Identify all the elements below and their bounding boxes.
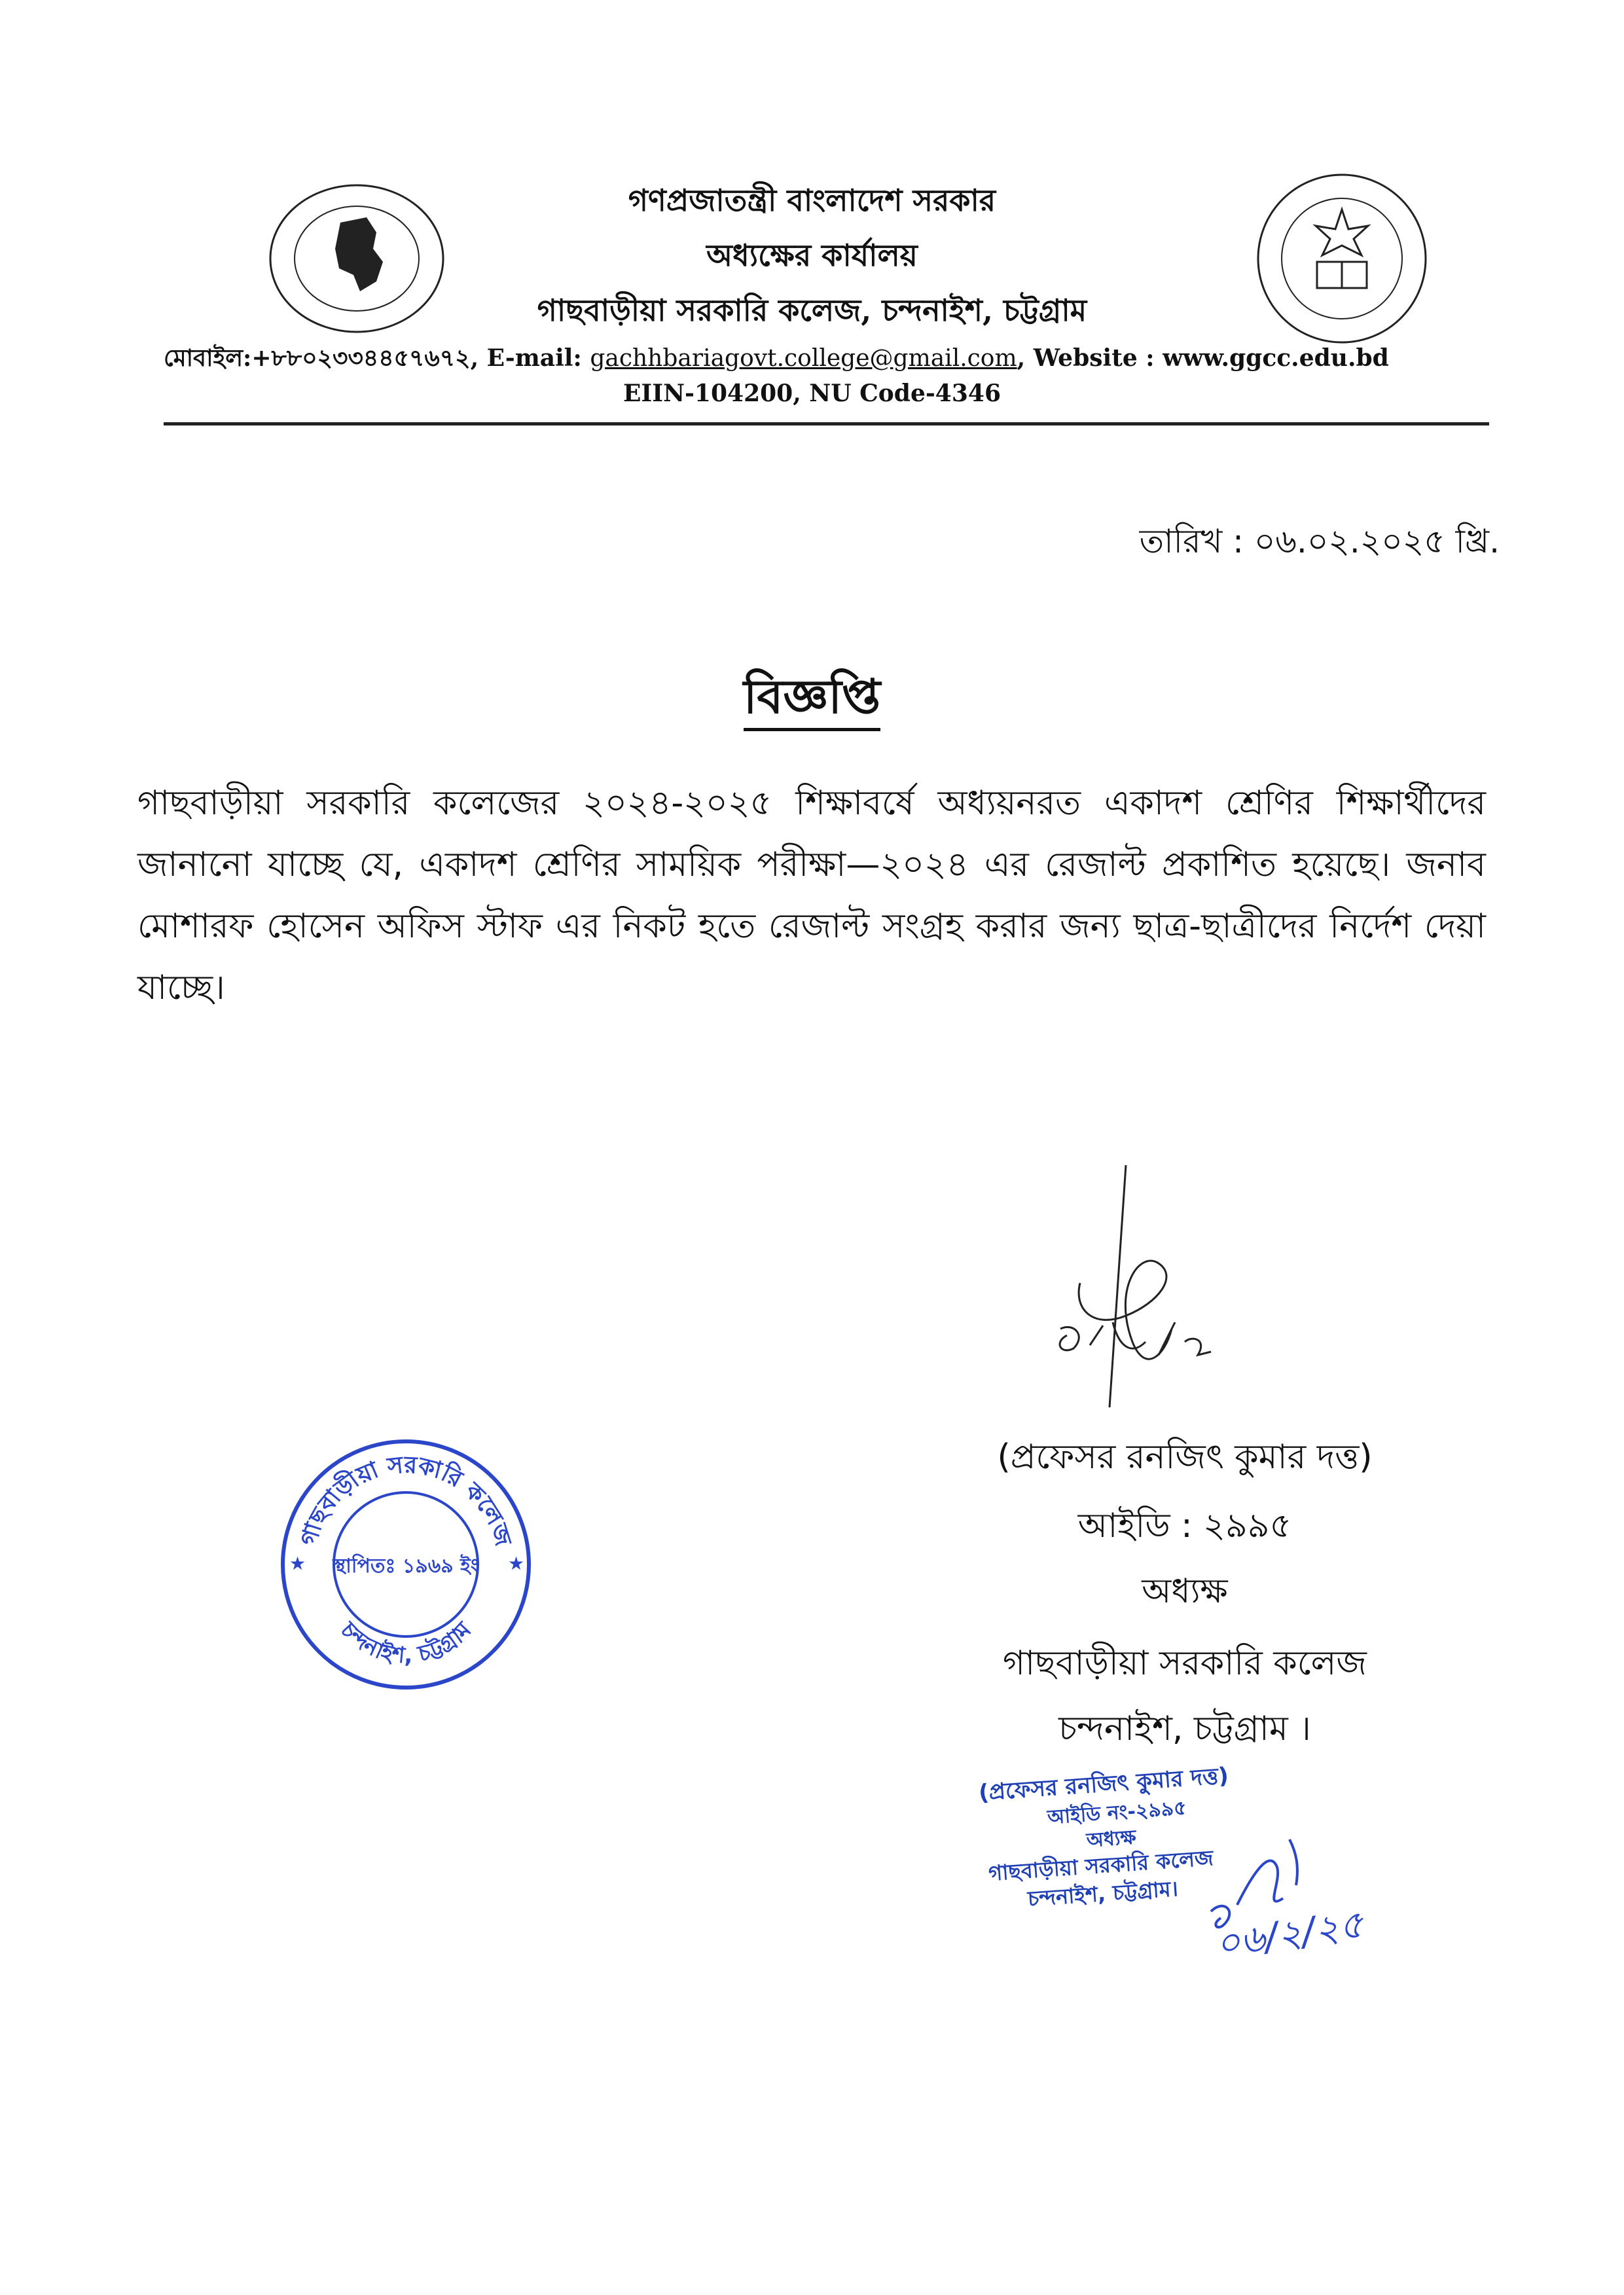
seal-star-left-icon: ★: [289, 1553, 306, 1574]
website-label: , Website :: [1017, 344, 1155, 372]
handwritten-signature: [962, 1159, 1303, 1440]
letterhead-college: গাছবাড়ীয়া সরকারি কলেজ, চন্দনাইশ, চট্টগ্রাম: [537, 293, 1087, 328]
letterhead-contact: [164, 340, 1473, 380]
svg-text:চন্দনাইশ, চট্টগ্রাম: [334, 1617, 477, 1669]
signatory-college: গাছবাড়ীয়া সরকারি কলেজ: [1003, 1644, 1367, 1683]
college-round-seal: [275, 1434, 537, 1695]
signatory-id: আইডি : ২৯৯৫: [1077, 1506, 1292, 1545]
stamp-name: (প্রফেসর রনজিৎ কুমার দত্ত): [977, 1762, 1230, 1807]
signatory-name: (প্রফেসর রনজিৎ কুমার দত্ত): [997, 1437, 1373, 1477]
seal-inner-text: স্থাপিতঃ ১৯৬৯ ইং: [333, 1555, 479, 1578]
signatory-place: চন্দনাইশ, চট্টগ্রাম ।: [1058, 1709, 1311, 1748]
stamp-college: গাছবাড়ীয়া সরকারি কলেজ: [987, 1845, 1214, 1886]
blue-signature-date: ০৬/২/২৫: [1212, 1901, 1367, 1966]
stamp-role: অধ্যক্ষ: [1085, 1826, 1137, 1852]
mobile-number: মোবাইল:+৮৮০২৩৩৪৪৫৭৬৭২,: [164, 344, 479, 372]
stamp-id: আইডি নং-২৯৯৫: [1046, 1796, 1187, 1830]
letterhead-government: গণপ্রজাতন্ত্রী বাংলাদেশ সরকার: [628, 183, 996, 218]
stamp-place: চন্দনাইশ, চট্টগ্রাম।: [1026, 1876, 1180, 1911]
notice-title: [0, 661, 1624, 740]
seal-bottom-text: চন্দনাইশ, চট্টগ্রাম: [334, 1617, 477, 1669]
seal-outer-text: গাছবাড়ীয়া সরকারি কলেজ: [295, 1451, 516, 1549]
email-link[interactable]: gachhbariagovt.college@gmail.com: [590, 345, 1017, 372]
seal-star-right-icon: ★: [508, 1553, 525, 1574]
notice-date: তারিখ : ০৬.০২.২০২৫ খ্রি.: [1139, 522, 1500, 560]
notice-body: গাছবাড়ীয়া সরকারি কলেজের ২০২৪-২০২৫ শিক্ষাবর্ষে অধ্যয়নরত একাদশ শ্রেণির শিক্ষার্থীদের জানানো যাচ্ছে যে, একাদশ শ্রেণির সাময়িক পরীক্ষা—২০২৪ এর রেজাল্ট প্রকাশিত হয়েছে। জনাব মোশারফ হোসেন অফিস স্টাফ এর নিকট হতে রেজাল্ট সংগ্রহ করার জন্য ছাত্র-ছাত্রীদের নির্দেশ দেয়া যাচ্ছে।: [137, 784, 1486, 1007]
letterhead-office: অধ্যক্ষের কার্যালয়: [706, 238, 918, 273]
website-link[interactable]: www.ggcc.edu.bd: [1163, 344, 1389, 372]
email-label: E-mail:: [486, 344, 582, 372]
letterhead-divider: [164, 422, 1489, 425]
signatory-role: অধ্যক্ষ: [1142, 1572, 1228, 1611]
letterhead-codes: EIIN-104200, NU Code-4346: [623, 380, 1001, 407]
blue-signature: [1198, 1826, 1420, 1977]
notice-title-text: বিজ্ঞপ্তি: [744, 669, 880, 731]
